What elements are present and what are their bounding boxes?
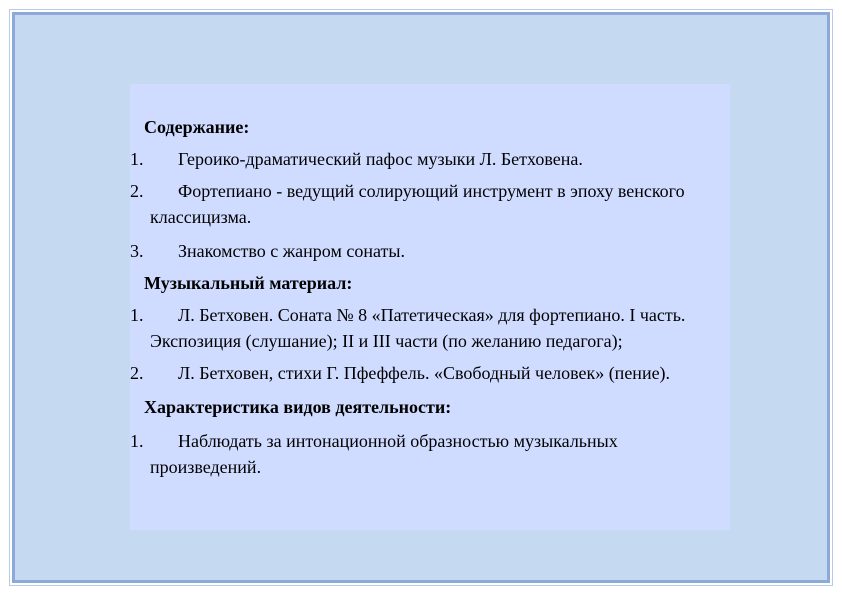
list-item [130,178,730,230]
list-item-text: Л. Бетховен, стихи Г. Пфеффель. «Свободный человек» (пение). [178,363,671,383]
list-item-text: Л. Бетховен. Соната № 8 «Патетическая» для фортепиано. I часть. Экспозиция (слушание); II и III части (по желанию педагога); [150,305,686,351]
list-item [130,234,730,268]
list-item-number: 3. [130,241,144,261]
list-item-number: 2. [130,181,144,201]
text-area [130,112,730,480]
list-item [130,360,730,386]
list-item [130,302,730,354]
list-item-number: 1. [130,305,144,325]
list-item-text: Героико-драматический пафос музыки Л. Бетховена. [178,149,583,169]
list-item [130,428,730,480]
list-item [130,142,730,176]
section-heading-content: Содержание: [144,117,250,137]
section-heading-material: Музыкальный материал: [144,273,353,293]
list-item-text: Знакомство с жанром сонаты. [178,241,405,261]
list-item-number: 2. [130,363,144,383]
list-item-text: Фортепиано - ведущий солирующий инструмент в эпоху венского классицизма. [150,181,685,227]
list-item-number: 1. [130,149,144,169]
list-item-text: Наблюдать за интонационной образностью музыкальных произведений. [150,431,618,477]
list-item-number: 1. [130,431,144,451]
section-heading-activities: Характеристика видов деятельности: [144,397,452,417]
